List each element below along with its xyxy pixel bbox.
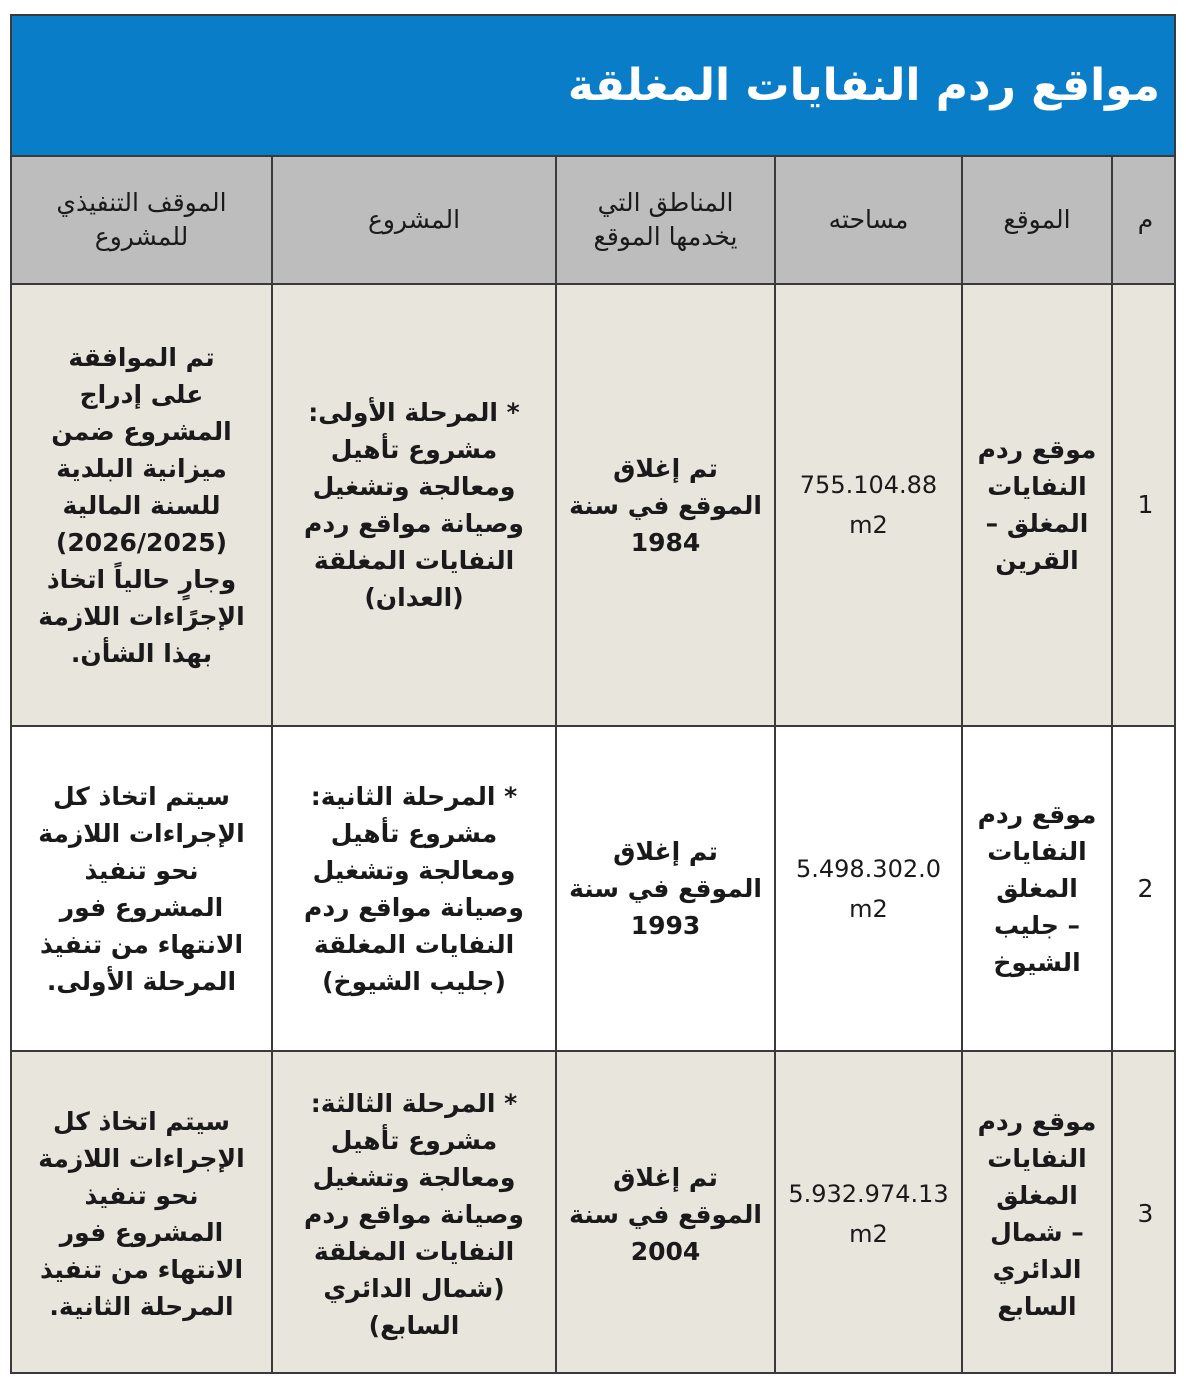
project-line: مشروع تأهيل: [330, 1125, 498, 1155]
regions-line: 2004: [630, 1236, 701, 1266]
regions-line: الموقع في سنة: [569, 874, 762, 903]
row-number: 1: [1137, 490, 1154, 519]
header-status-line: للمشروع: [94, 222, 189, 251]
header-project: المشروع: [272, 157, 556, 284]
site-cell: [962, 284, 1112, 726]
title-bar: [12, 16, 1174, 157]
site-cell: [962, 1051, 1112, 1374]
area-line: 5.932.974.13: [788, 1180, 949, 1208]
header-status: [12, 157, 272, 284]
row-number: 3: [1137, 1199, 1154, 1228]
row-number-cell: [1112, 1051, 1176, 1374]
project-line: مشروع تأهيل: [330, 818, 498, 848]
project-line: (جليب الشيوخ): [322, 966, 506, 996]
status-cell: [12, 1051, 272, 1374]
status-line: المرحلة الأولى.: [46, 966, 237, 996]
row-number-cell: [1112, 284, 1176, 726]
project-line: وصيانة مواقع ردم: [304, 509, 524, 538]
status-line: على إدراج: [79, 379, 204, 409]
header-row: [12, 157, 1176, 284]
project-cell: [272, 726, 556, 1051]
status-line: الانتهاء من تنفيذ: [39, 929, 244, 959]
regions-cell: [556, 284, 775, 726]
regions-line: تم إغلاق: [613, 837, 718, 866]
site-line: موقع ردم: [977, 1107, 1097, 1136]
status-line: نحو تنفيذ: [84, 855, 199, 885]
header-regions-line: يخدمها الموقع: [593, 222, 738, 251]
area-line: m2: [849, 894, 888, 923]
status-line: للسنة المالية: [62, 490, 221, 520]
header-regions: [556, 157, 775, 284]
site-line: – جليب: [993, 911, 1081, 940]
table-row: [12, 1051, 1176, 1374]
header-area: مساحته: [775, 157, 962, 284]
site-line: موقع ردم: [977, 800, 1097, 829]
regions-line: 1984: [630, 527, 701, 557]
regions-line: تم إغلاق: [613, 1162, 718, 1192]
status-line: (2026/2025): [55, 527, 228, 557]
project-line: النفايات المغلقة: [313, 546, 515, 575]
table-row: [12, 284, 1176, 726]
status-line: نحو تنفيذ: [84, 1181, 199, 1210]
project-line: النفايات المغلقة: [313, 929, 515, 959]
status-line: بهذا الشأن.: [70, 638, 213, 668]
project-line: (شمال الدائري: [323, 1273, 505, 1303]
table-frame: [10, 14, 1176, 1374]
status-line: تم الموافقة: [68, 342, 215, 372]
site-line: المغلق: [996, 874, 1078, 903]
project-line: (العدان): [364, 583, 464, 612]
status-line: سيتم اتخاذ كل: [52, 1107, 231, 1136]
row-number-cell: [1112, 726, 1176, 1051]
area-cell: [775, 726, 962, 1051]
project-cell: [272, 1051, 556, 1374]
project-line: مشروع تأهيل: [330, 435, 498, 464]
regions-line: 1993: [630, 911, 701, 940]
area-line: 755.104.88: [799, 471, 938, 499]
status-line: المرحلة الثانية.: [49, 1292, 234, 1321]
area-line: 5.498.302.0: [795, 854, 942, 883]
status-line: سيتم اتخاذ كل: [52, 781, 231, 811]
project-line: السابع): [368, 1310, 460, 1340]
project-line: ومعالجة وتشغيل: [312, 1162, 516, 1192]
site-line: النفايات: [987, 1144, 1087, 1173]
project-line: ومعالجة وتشغيل: [312, 855, 516, 885]
project-cell: [272, 284, 556, 726]
status-line: الإجرًاءات اللازمة: [38, 601, 245, 631]
site-line: موقع ردم: [977, 435, 1097, 464]
header-site: الموقع: [962, 157, 1112, 284]
row-number: 2: [1137, 873, 1154, 903]
status-line: الإجراءات اللازمة: [38, 818, 245, 848]
status-cell: [12, 284, 272, 726]
site-line: النفايات: [987, 472, 1087, 501]
project-line: وصيانة مواقع ردم: [304, 1199, 524, 1229]
site-cell: [962, 726, 1112, 1051]
area-cell: [775, 284, 962, 726]
site-line: السابع: [997, 1292, 1077, 1321]
site-line: المغلق –: [985, 509, 1089, 538]
status-line: المشروع فور: [59, 892, 224, 922]
site-line: المغلق: [996, 1181, 1078, 1210]
landfill-table: [12, 157, 1176, 1374]
status-line: ميزانية البلدية: [56, 453, 227, 483]
status-line: وجارٍ حالياً اتخاذ: [46, 564, 237, 594]
area-line: m2: [849, 511, 888, 539]
regions-line: الموقع في سنة: [569, 1199, 762, 1229]
project-line: وصيانة مواقع ردم: [304, 892, 524, 922]
project-line: * المرحلة الأولى:: [308, 398, 520, 427]
status-line: الانتهاء من تنفيذ: [39, 1255, 244, 1284]
table-row: [12, 726, 1176, 1051]
page-title: مواقع ردم النفايات المغلقة: [567, 60, 1160, 111]
status-line: المشروع فور: [59, 1218, 224, 1247]
project-line: * المرحلة الثالثة:: [310, 1088, 518, 1118]
status-line: الإجراءات اللازمة: [38, 1144, 245, 1173]
regions-line: تم إغلاق: [613, 453, 718, 483]
status-cell: [12, 726, 272, 1051]
regions-line: الموقع في سنة: [569, 490, 762, 520]
header-no: م: [1112, 157, 1176, 284]
site-line: الدائري: [992, 1255, 1082, 1284]
project-line: * المرحلة الثانية:: [310, 781, 518, 811]
project-line: ومعالجة وتشغيل: [312, 472, 516, 501]
regions-cell: [556, 1051, 775, 1374]
project-line: النفايات المغلقة: [313, 1236, 515, 1266]
regions-cell: [556, 726, 775, 1051]
site-line: النفايات: [987, 837, 1087, 866]
site-line: – شمال: [990, 1218, 1084, 1247]
header-status-line: الموقف التنفيذي: [56, 188, 227, 217]
header-regions-line: المناطق التي: [597, 188, 734, 217]
site-line: القرين: [995, 546, 1079, 575]
status-line: المشروع ضمن: [51, 416, 232, 446]
area-cell: [775, 1051, 962, 1374]
area-line: m2: [849, 1220, 888, 1248]
site-line: الشيوخ: [993, 948, 1081, 977]
